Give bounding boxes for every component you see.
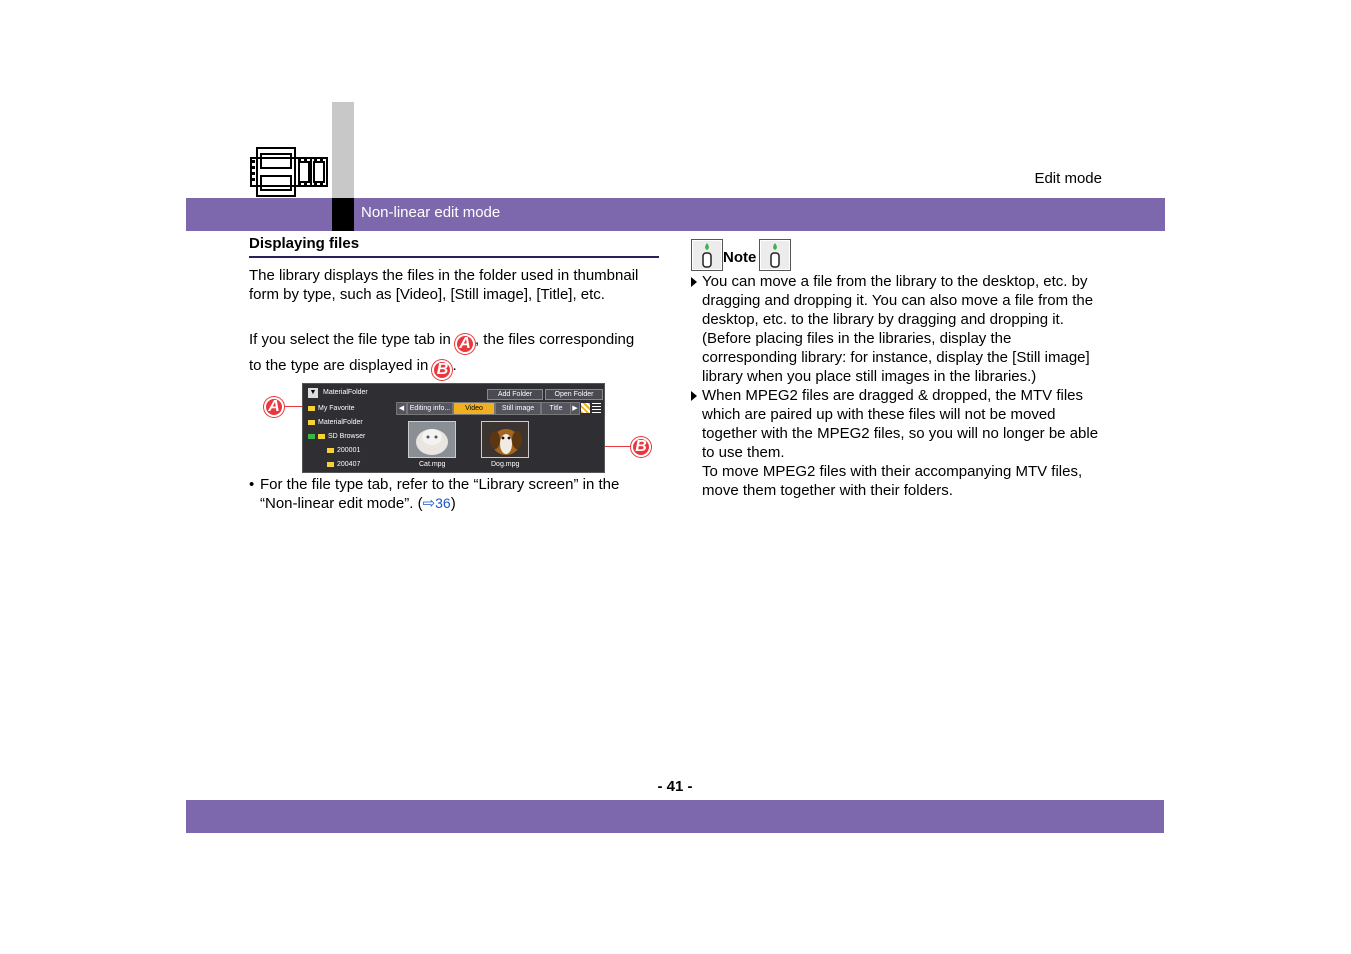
section-heading: Displaying files [249, 235, 360, 252]
paragraph-1: The library displays the files in the folder used in thumbnail form by type, such as [Video], [Still image], [Title], etc. [249, 267, 639, 303]
note-label: Note [723, 249, 757, 266]
reference-end: ) [450, 495, 456, 512]
paragraph-3 [249, 356, 669, 380]
callout-b-icon: B [631, 437, 651, 457]
folder-icon [318, 434, 325, 439]
grid-view-icon[interactable] [592, 403, 601, 413]
note-item-text: When MPEG2 files are dragged & dropped, the MTV files which are paired up with these files will not be moved together with the MPEG2 files, so you will no longer be able to use them. [702, 387, 1099, 461]
folder-icon [308, 420, 315, 425]
dog-thumbnail[interactable] [481, 421, 529, 458]
callout-a-icon: A [264, 397, 284, 417]
list-item [691, 272, 1101, 386]
paragraph-2 [249, 330, 669, 354]
page-link-arrow-icon[interactable]: ⇨ [422, 495, 436, 512]
list-item [691, 386, 1101, 500]
paragraph-2-end: , the files corresponding [474, 331, 635, 348]
triangle-bullet-icon [691, 391, 697, 401]
paragraph-3-start: to the type are displayed in [249, 357, 429, 374]
tree-item[interactable]: My Favorite [308, 405, 355, 412]
note-lamp-icon [759, 239, 791, 271]
band-title: Non-linear edit mode [361, 204, 501, 221]
badge-a-icon: A [455, 334, 475, 354]
note-list [691, 272, 1101, 500]
tree-item[interactable]: SD Browser [308, 433, 365, 440]
add-folder-button[interactable]: Add Folder [487, 389, 543, 400]
thumbnail-size-icon[interactable] [581, 403, 590, 413]
note-item-text: You can move a file from the library to the desktop, etc. by dragging and dropping it. You can also move a file from the desktop, etc. to the library by dragging and dropping it. (Before placing files in the libraries, display the corresponding library: for instance, display the [Still image] library when you place still images in the libraries.) [702, 273, 1094, 385]
bullet-dot: • [249, 476, 255, 493]
page-link[interactable]: 36 [435, 495, 451, 511]
cat-thumbnail[interactable] [408, 421, 456, 458]
tab-title[interactable]: Title [541, 402, 571, 415]
thumbnail-caption: Cat.mpg [419, 461, 446, 468]
reference-bullet [249, 475, 659, 513]
folder-icon [308, 406, 315, 411]
film-strip-icon [249, 146, 329, 198]
badge-b-icon: B [432, 360, 452, 380]
tab-still-image[interactable]: Still image [495, 402, 541, 415]
folder-select-label[interactable]: MaterialFolder [323, 389, 368, 396]
open-folder-button[interactable]: Open Folder [545, 389, 603, 400]
tree-item[interactable]: 200001 [327, 447, 360, 454]
heading-rule [249, 256, 659, 258]
tree-item[interactable]: 200407 [327, 461, 360, 468]
folder-icon [327, 448, 334, 453]
thumbnail-caption: Dog.mpg [491, 461, 520, 468]
header-band-black-block [332, 198, 354, 231]
page-number: - 41 - [657, 778, 693, 795]
folder-icon [327, 462, 334, 467]
paragraph-2-start: If you select the file type tab in [249, 331, 451, 348]
header-gray-bar [332, 102, 354, 198]
section-label: Edit mode [1034, 170, 1102, 187]
paragraph-3-end: . [452, 357, 457, 374]
callout-b-line [604, 446, 630, 447]
tab-video[interactable]: Video [453, 402, 495, 415]
sd-card-icon [308, 434, 315, 439]
triangle-bullet-icon [691, 277, 697, 287]
scroll-left-icon[interactable]: ◀ [396, 402, 407, 415]
tree-item[interactable]: MaterialFolder [308, 419, 363, 426]
footer-band [186, 800, 1164, 833]
scroll-right-icon[interactable]: ▶ [570, 402, 580, 415]
note-lamp-icon [691, 239, 723, 271]
folder-dropdown-arrow-icon[interactable]: ▼ [309, 389, 317, 396]
note-item-continuation: To move MPEG2 files with their accompanying MTV files, move them together with their folders. [702, 463, 1083, 499]
library-screenshot [302, 383, 605, 473]
reference-text: For the file type tab, refer to the “Library screen” in the “Non-linear edit mode”. ( [260, 476, 620, 512]
tab-editing-info[interactable]: Editing info... [407, 402, 453, 415]
